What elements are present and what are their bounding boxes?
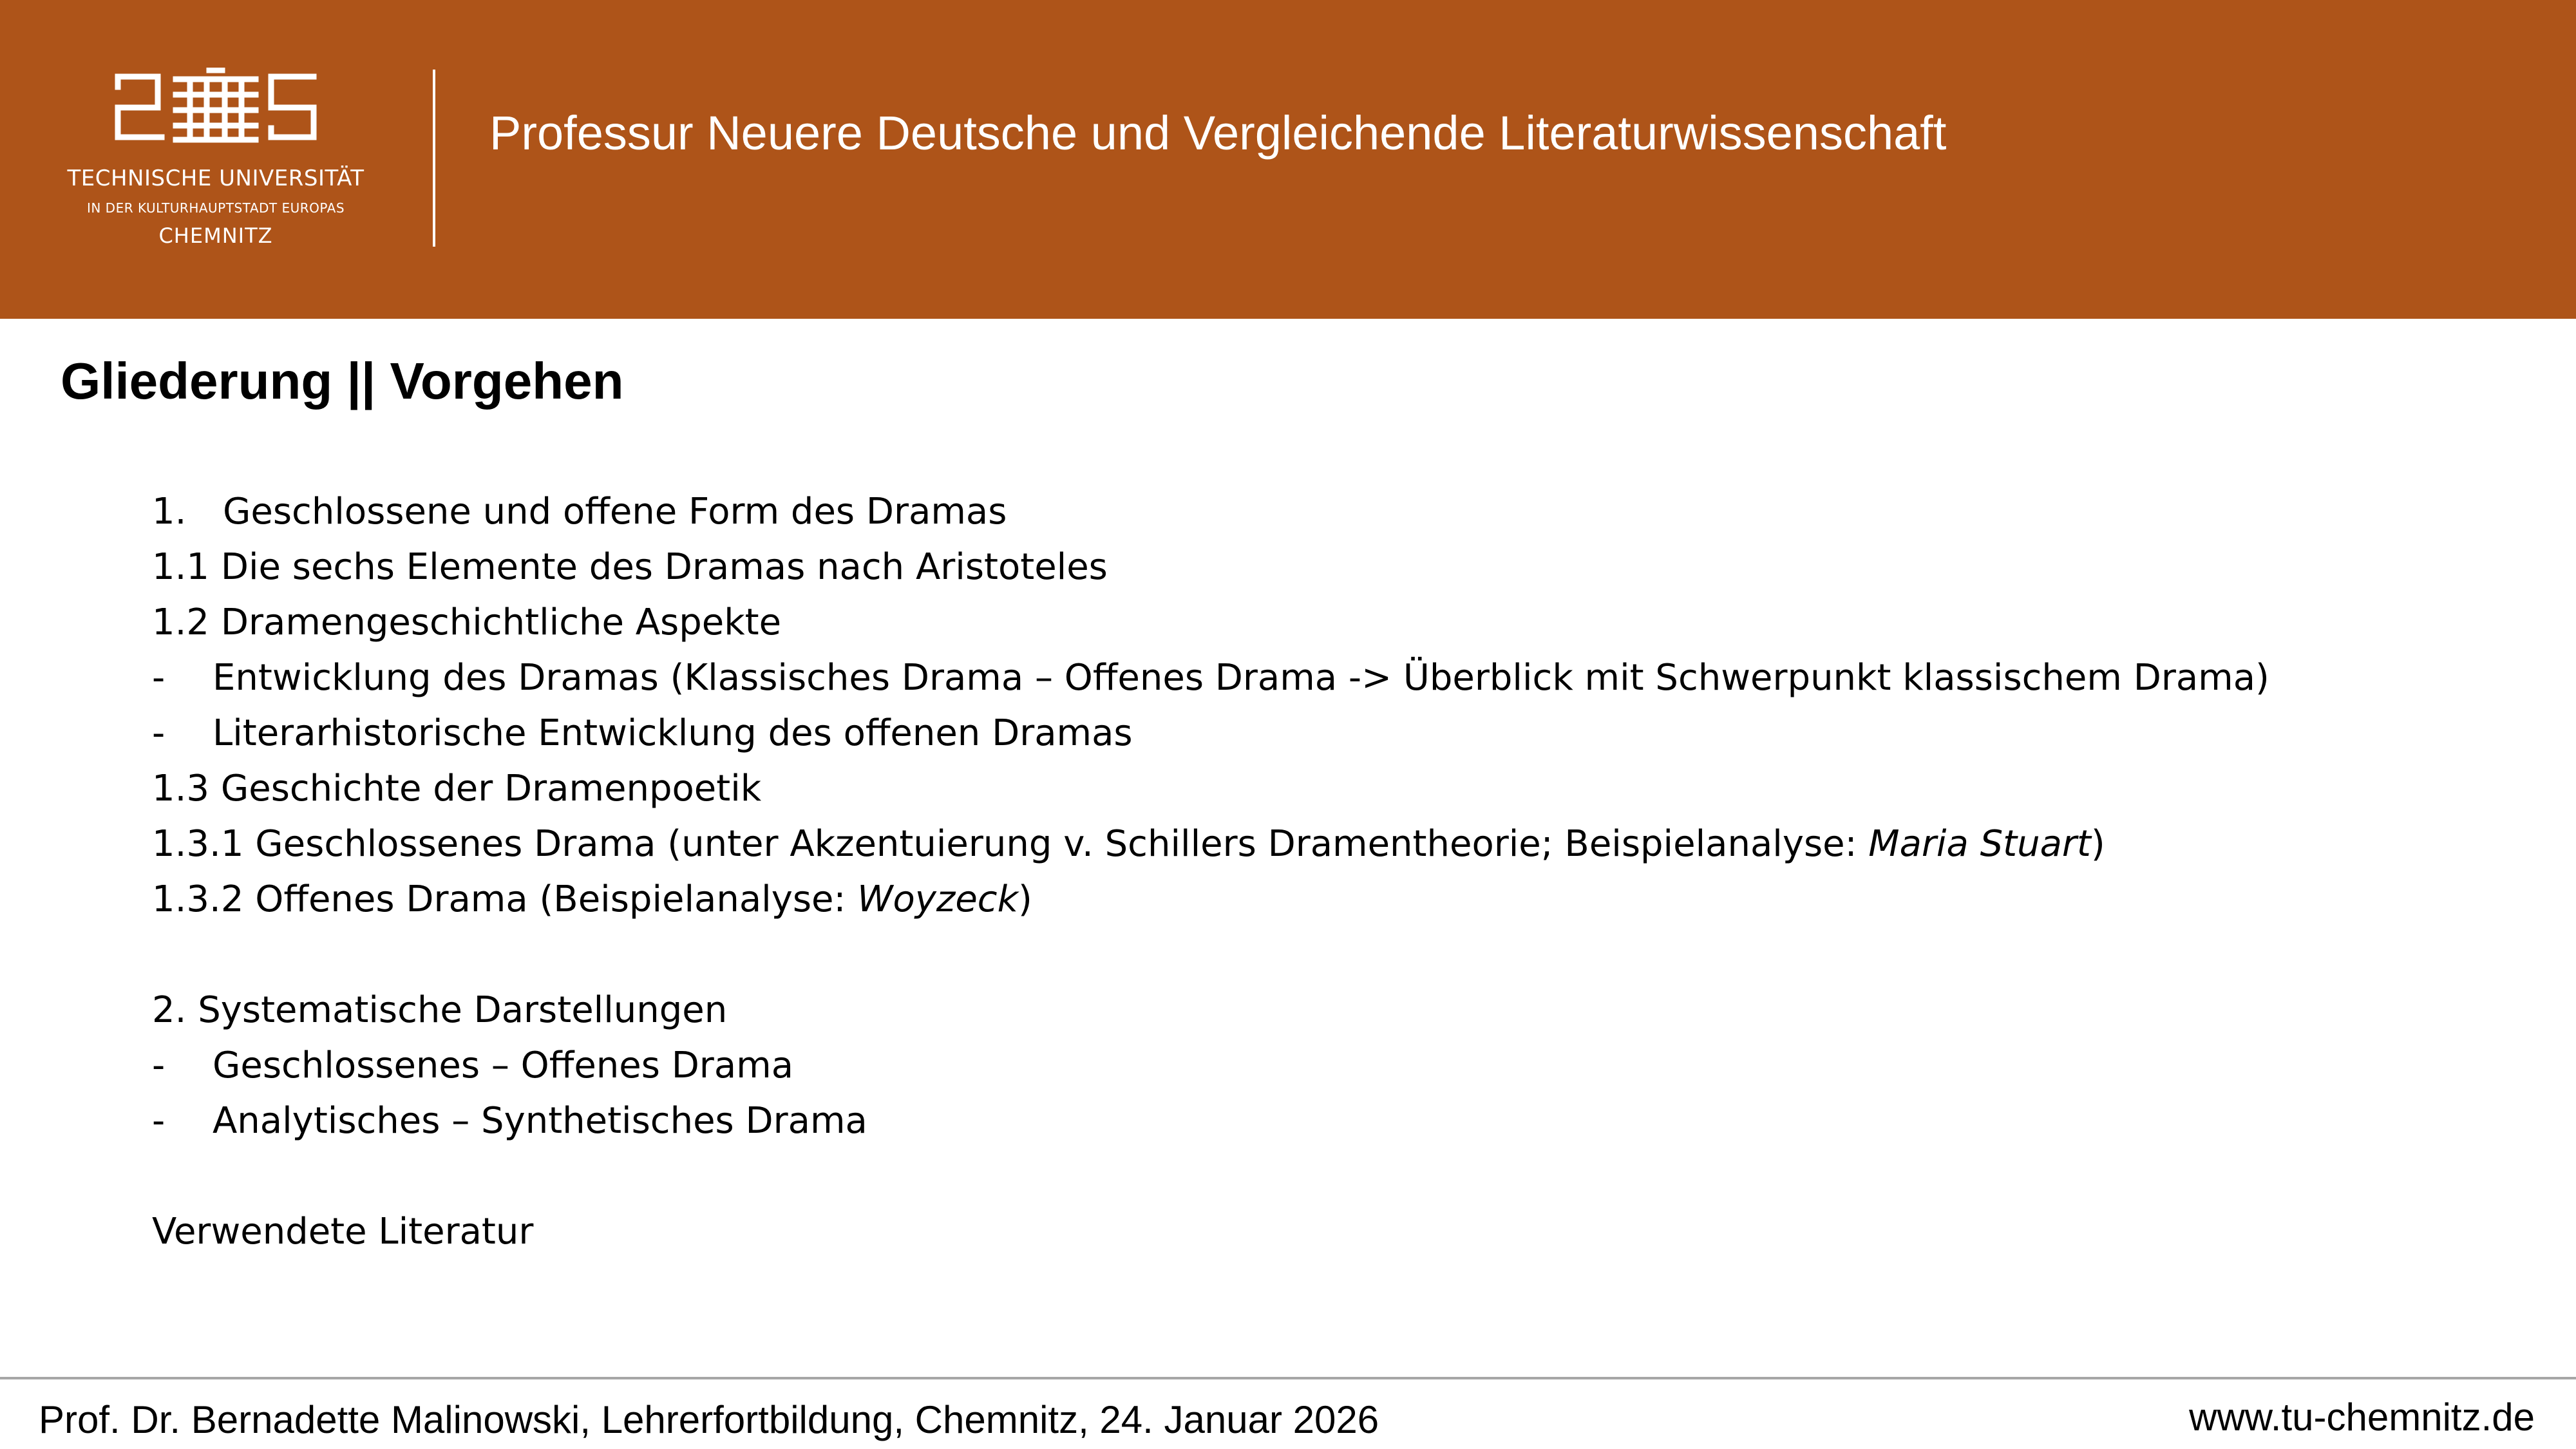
slide-title: Gliederung || Vorgehen xyxy=(61,352,624,410)
university-logo xyxy=(61,68,370,254)
outline-item xyxy=(152,595,2470,650)
outline-text: Literarhistorische Entwicklung des offenen Dramas xyxy=(213,712,1133,754)
outline-text: 1.3 Geschichte der Dramenpoetik xyxy=(152,768,762,810)
footer-website-link[interactable]: www.tu-chemnitz.de xyxy=(2189,1396,2535,1439)
outline-bullet-item xyxy=(152,1094,2470,1149)
outline-text: Geschlossenes – Offenes Drama xyxy=(213,1045,794,1086)
outline-spacer xyxy=(152,1149,2470,1204)
outline-text: Verwendete Literatur xyxy=(152,1211,534,1253)
header-divider xyxy=(433,70,435,247)
department-title: Professur Neuere Deutsche und Vergleichende Literaturwissenschaft xyxy=(489,106,1947,160)
outline-item xyxy=(152,872,2470,927)
outline-text: 1.2 Dramengeschichtliche Aspekte xyxy=(152,601,782,643)
bullet-dash: - xyxy=(152,657,166,699)
outline-text: 1.3.2 Offenes Drama (Beispielanalyse: xyxy=(152,878,858,920)
footer-author-event: Prof. Dr. Bernadette Malinowski, Lehrerfortbildung, Chemnitz, 24. Januar 2026 xyxy=(39,1398,1379,1441)
bullet-dash: - xyxy=(152,712,166,754)
outline-item xyxy=(152,540,2470,595)
outline-bullet-item xyxy=(152,650,2470,706)
outline-text: 1.3.1 Geschlossenes Drama (unter Akzentuierung v. Schillers Dramentheorie; Beispielanalyse: xyxy=(152,823,1869,865)
outline-item xyxy=(152,817,2470,872)
outline-text: Geschlossene und offene Form des Dramas xyxy=(223,491,1007,533)
header-bar xyxy=(0,0,2576,319)
bullet-dash: - xyxy=(152,1045,166,1086)
bullet-dash: - xyxy=(152,1100,166,1142)
work-title-italic: Maria Stuart xyxy=(1868,823,2091,865)
outline-list xyxy=(152,484,2470,1260)
outline-text: 1.1 Die sechs Elemente des Dramas nach Aristoteles xyxy=(152,546,1108,588)
outline-item xyxy=(152,983,2470,1038)
outline-text: Entwicklung des Dramas (Klassisches Drama – Offenes Drama -> Überblick mit Schwerpunkt klassischem Drama) xyxy=(213,657,2269,699)
outline-text: 2. Systematische Darstellungen xyxy=(152,989,728,1031)
outline-spacer xyxy=(152,927,2470,983)
outline-bullet-item xyxy=(152,1038,2470,1094)
outline-item xyxy=(152,761,2470,817)
work-title-italic: Woyzeck xyxy=(857,878,1018,920)
footer-divider xyxy=(0,1377,2576,1379)
tu-chemnitz-logo-icon xyxy=(113,68,319,151)
logo-text-city: CHEMNITZ xyxy=(158,223,273,248)
logo-text-university: TECHNISCHE UNIVERSITÄT xyxy=(67,166,365,191)
outline-text-end: ) xyxy=(2090,823,2105,865)
logo-text-tagline: IN DER KULTURHAUPTSTADT EUROPAS xyxy=(86,200,345,216)
outline-item xyxy=(152,484,2470,540)
outline-text-end: ) xyxy=(1018,878,1032,920)
outline-item xyxy=(152,1204,2470,1260)
outline-number: 1. xyxy=(152,491,187,533)
outline-bullet-item xyxy=(152,706,2470,761)
outline-text: Analytisches – Synthetisches Drama xyxy=(213,1100,867,1142)
